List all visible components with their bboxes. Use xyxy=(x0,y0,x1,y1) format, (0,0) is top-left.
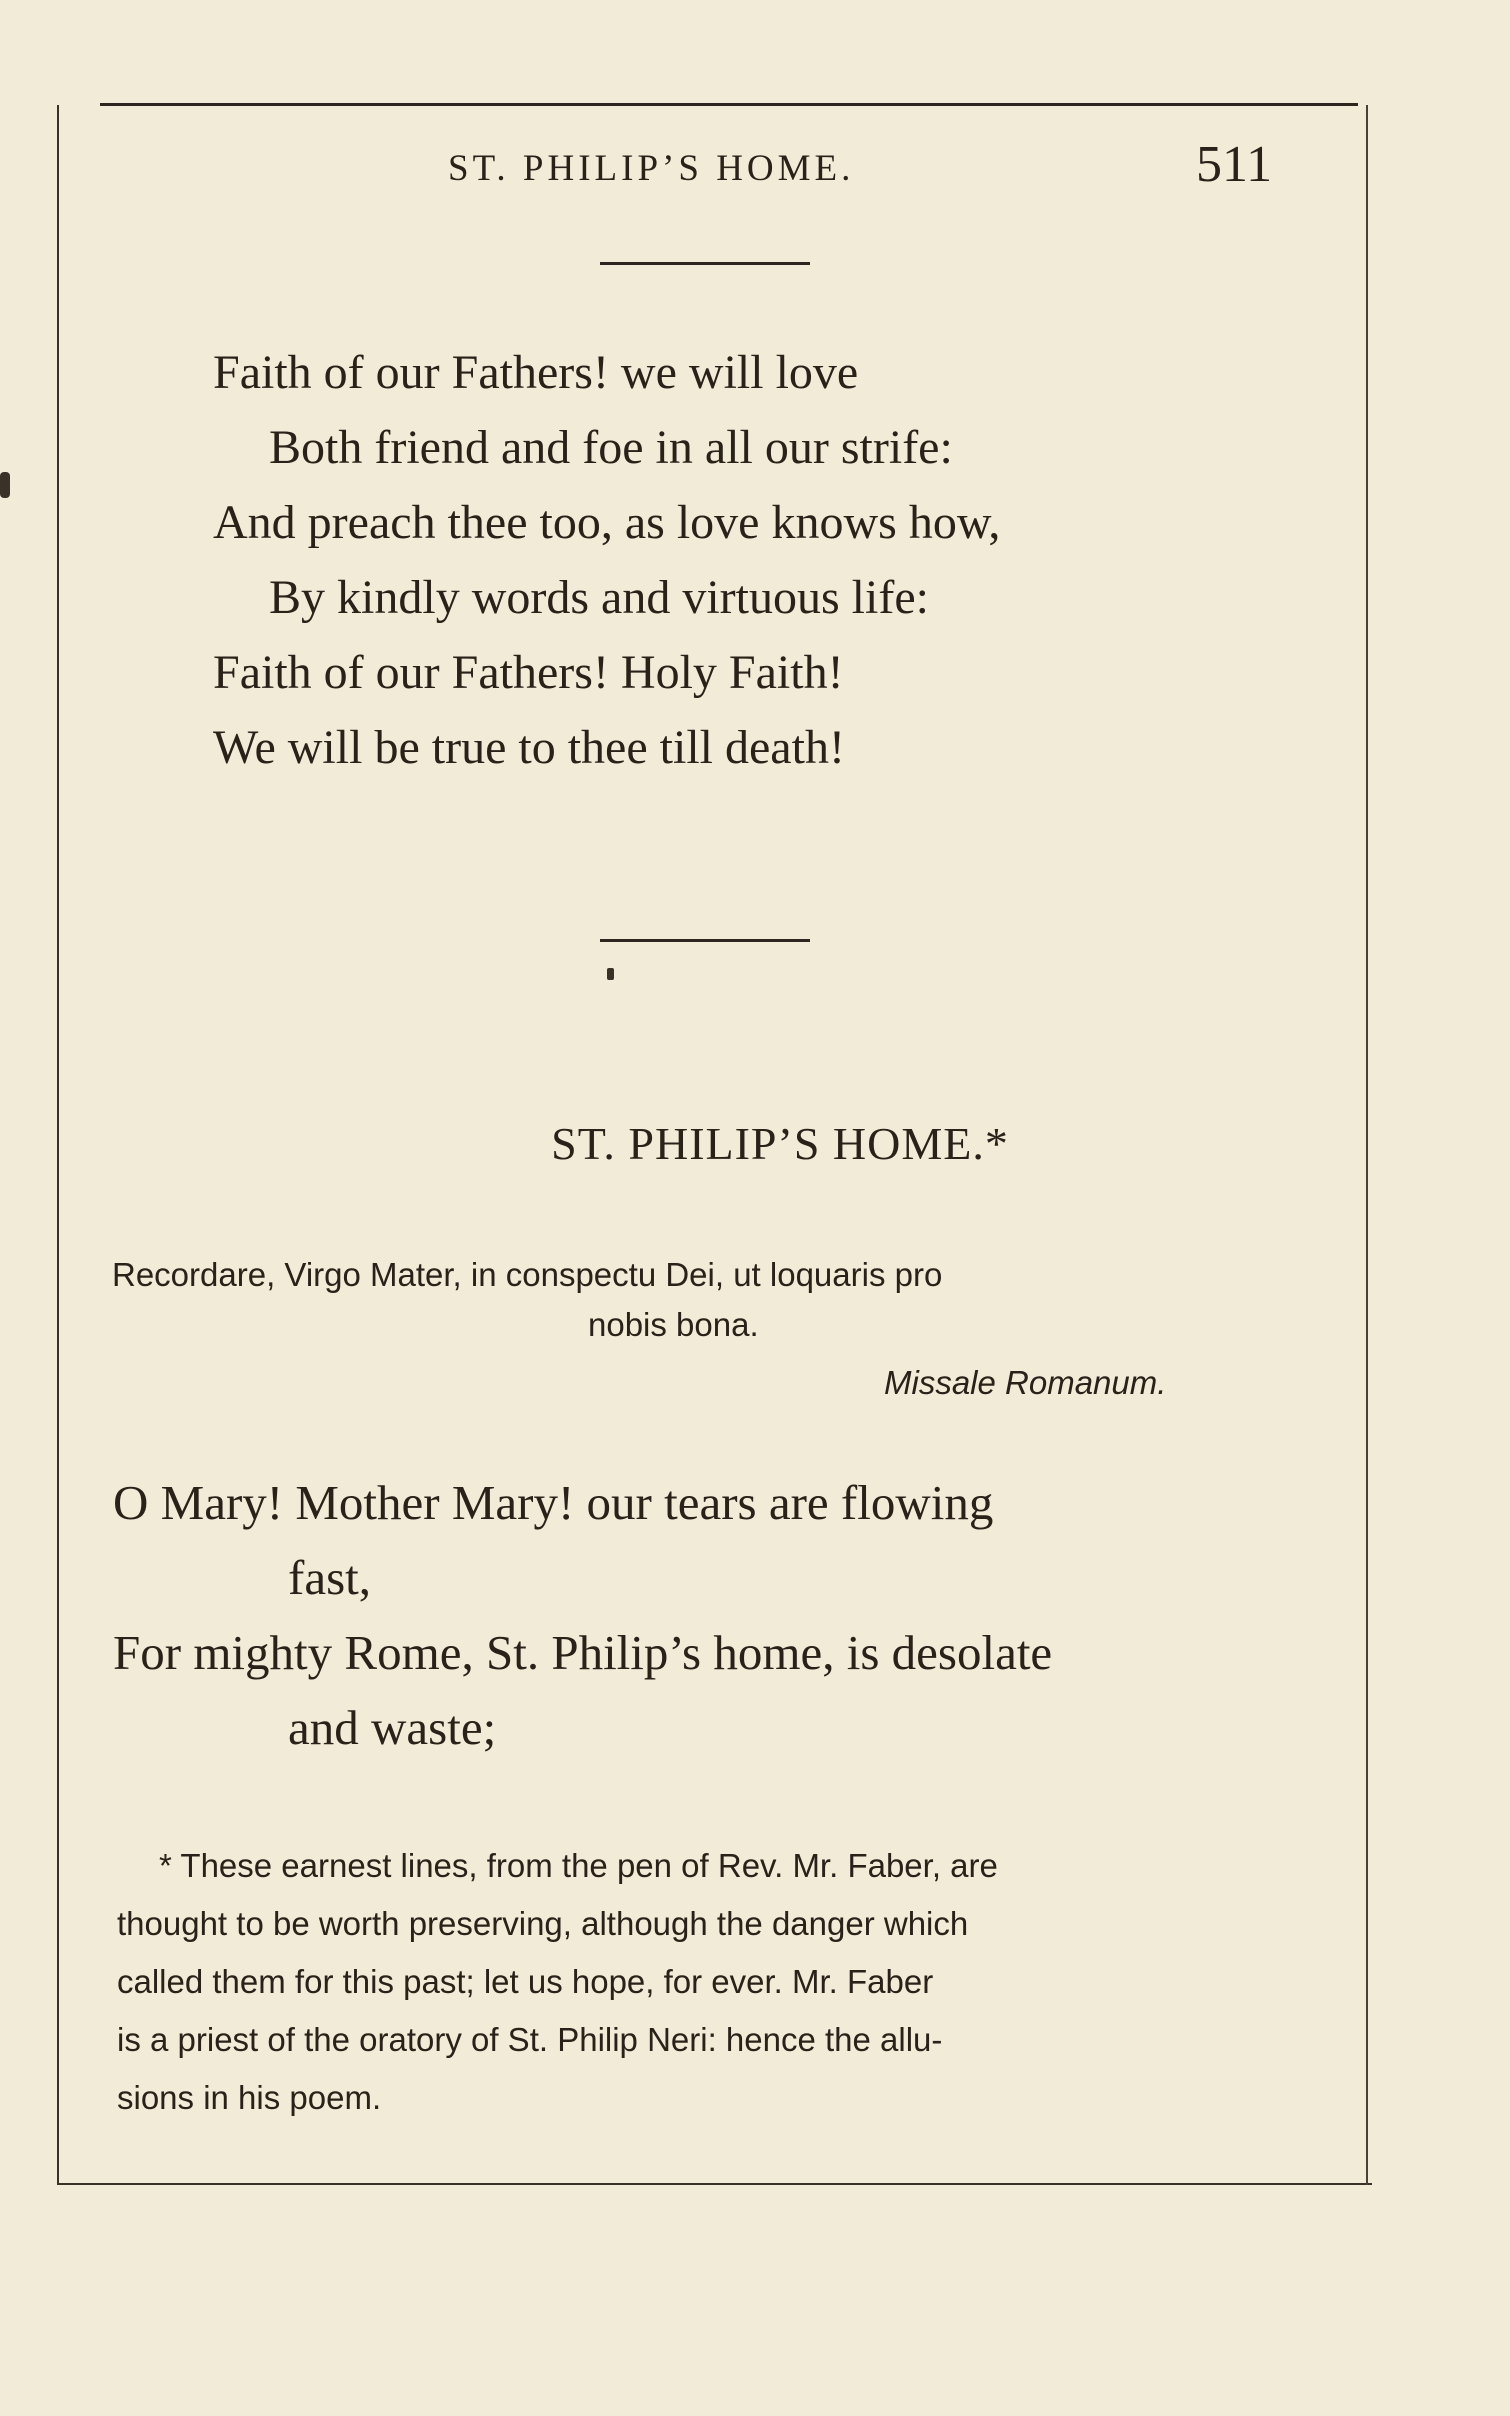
ink-dot xyxy=(607,968,614,980)
verse-line: Faith of our Fathers! Holy Faith! xyxy=(213,646,844,699)
section-title: ST. PHILIP’S HOME.* xyxy=(551,1118,1009,1169)
poem-line: For mighty Rome, St. Philip’s home, is desolate xyxy=(113,1625,1053,1680)
section-heading xyxy=(0,1117,1510,1170)
poem-line: O Mary! Mother Mary! our tears are flowing xyxy=(113,1475,994,1530)
margin-mark xyxy=(0,472,10,498)
poem-line: fast, xyxy=(288,1550,371,1605)
verse-line: We will be true to thee till death! xyxy=(213,721,845,774)
running-head xyxy=(0,135,1510,195)
verse-line: And preach thee too, as love knows how, xyxy=(213,496,1001,549)
verse-stanza xyxy=(213,335,1000,785)
verse-line: Both friend and foe in all our strife: xyxy=(269,421,953,474)
top-rule xyxy=(100,103,1358,106)
footnote-line: * These earnest lines, from the pen of Rev. Mr. Faber, are xyxy=(159,1847,998,1884)
footnote-line: called them for this past; let us hope, for ever. Mr. Faber xyxy=(117,1963,934,2000)
verse-line: By kindly words and virtuous life: xyxy=(269,571,929,624)
epigraph-line: Recordare, Virgo Mater, in conspectu Dei, ut loquaris pro xyxy=(112,1256,943,1293)
epigraph xyxy=(112,1250,1298,1401)
epigraph-line: nobis bona. xyxy=(588,1306,759,1343)
footnote-line: sions in his poem. xyxy=(117,2079,382,2116)
poem-line: and waste; xyxy=(288,1700,497,1755)
section-divider-top xyxy=(600,262,810,265)
verse-line: Faith of our Fathers! we will love xyxy=(213,346,859,399)
section-divider xyxy=(600,939,810,942)
epigraph-source: Missale Romanum. xyxy=(884,1364,1167,1401)
page-number: 511 xyxy=(1196,136,1273,193)
footnote-line: thought to be worth preserving, although the danger which xyxy=(117,1905,969,1942)
footnote xyxy=(117,1837,1299,2127)
poem-stanza xyxy=(113,1465,1303,1765)
running-title: ST. PHILIP’S HOME. xyxy=(448,148,855,189)
footnote-line: is a priest of the oratory of St. Philip Neri: hence the allu- xyxy=(117,2021,943,2058)
